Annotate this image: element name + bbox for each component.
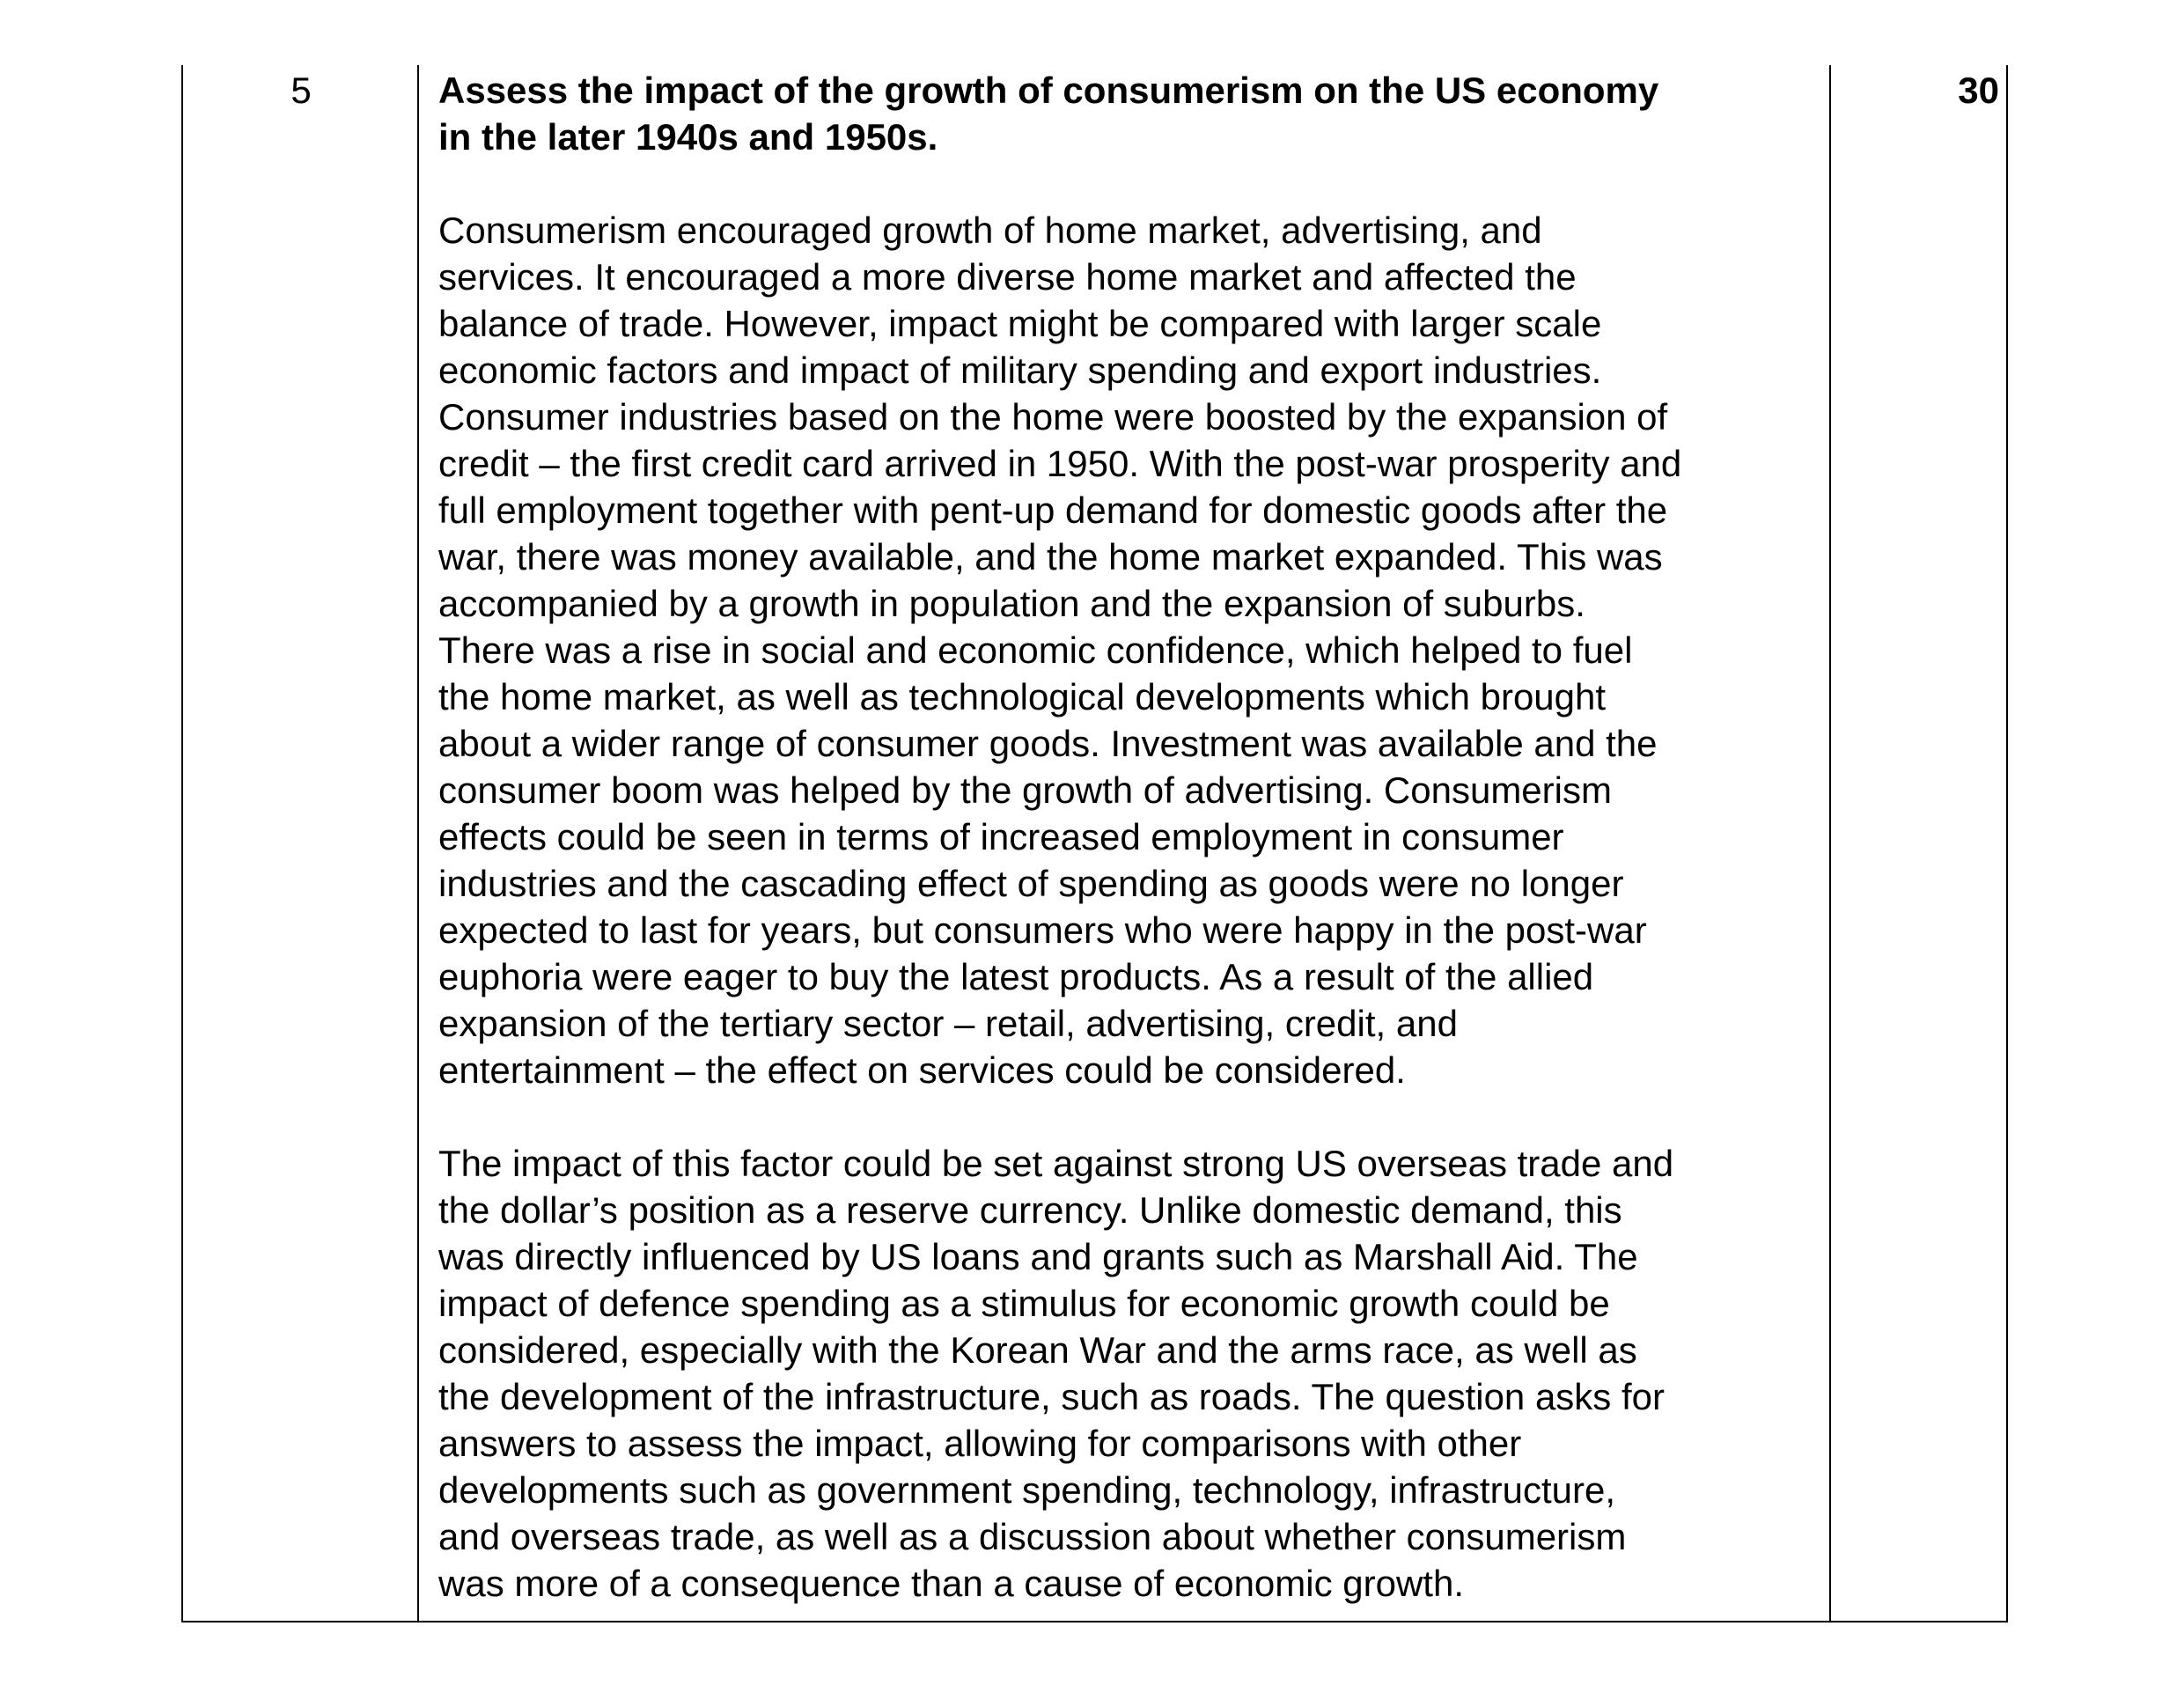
question-title-line: in the later 1940s and 1950s. — [438, 116, 938, 158]
guidance-line: and overseas trade, as well as a discussion about whether consumerism — [438, 1516, 1627, 1557]
guidance-line: effects could be seen in terms of increased employment in consumer — [438, 816, 1564, 857]
guidance-paragraph-counterfactors — [438, 1140, 1813, 1607]
guidance-line: the home market, as well as technological developments which brought — [438, 676, 1607, 717]
guidance-line: industries and the cascading effect of spending as goods were no longer — [438, 863, 1624, 904]
guidance-line: considered, especially with the Korean War and the arms race, as well as — [438, 1329, 1637, 1371]
question-title — [438, 67, 1813, 160]
guidance-paragraph-consumerism — [438, 207, 1813, 1093]
question-marks: 30 — [1958, 70, 1999, 111]
guidance-line: full employment together with pent-up demand for domestic goods after the — [438, 489, 1668, 531]
guidance-line: The impact of this factor could be set against strong US overseas trade and — [438, 1143, 1674, 1184]
guidance-line: expected to last for years, but consumers who were happy in the post-war — [438, 909, 1647, 951]
guidance-line: credit – the first credit card arrived in 1950. With the post-war prosperity and — [438, 443, 1682, 484]
column-divider-right — [1829, 65, 1831, 1621]
guidance-line: impact of defence spending as a stimulus for economic growth could be — [438, 1283, 1610, 1324]
guidance-line: developments such as government spending, technology, infrastructure, — [438, 1469, 1615, 1511]
question-number: 5 — [290, 70, 312, 111]
guidance-line: the development of the infrastructure, such as roads. The question asks for — [438, 1376, 1665, 1417]
guidance-line: expansion of the tertiary sector – retail, advertising, credit, and — [438, 1003, 1458, 1044]
guidance-line: Consumer industries based on the home were boosted by the expansion of — [438, 396, 1668, 438]
guidance-line: services. It encouraged a more diverse home market and affected the — [438, 256, 1577, 298]
guidance-line: was more of a consequence than a cause of economic growth. — [438, 1563, 1465, 1604]
guidance-line: euphoria were eager to buy the latest products. As a result of the allied — [438, 956, 1594, 997]
question-content-cell — [438, 67, 1813, 1607]
guidance-line: the dollar’s position as a reserve currency. Unlike domestic demand, this — [438, 1189, 1622, 1231]
guidance-line: There was a rise in social and economic confidence, which helped to fuel — [438, 629, 1633, 671]
column-divider-left — [417, 65, 419, 1621]
question-title-line: Assess the impact of the growth of consumerism on the US economy — [438, 70, 1659, 111]
guidance-line: entertainment – the effect on services could be considered. — [438, 1049, 1406, 1091]
guidance-line: Consumerism encouraged growth of home market, advertising, and — [438, 210, 1542, 251]
guidance-line: economic factors and impact of military spending and export industries. — [438, 350, 1602, 391]
guidance-line: was directly influenced by US loans and grants such as Marshall Aid. The — [438, 1236, 1638, 1277]
guidance-line: about a wider range of consumer goods. Investment was available and the — [438, 723, 1658, 764]
guidance-line: war, there was money available, and the home market expanded. This was — [438, 536, 1663, 578]
guidance-line: answers to assess the impact, allowing for comparisons with other — [438, 1423, 1522, 1464]
mark-scheme-table — [181, 65, 2008, 1622]
guidance-line: balance of trade. However, impact might be compared with larger scale — [438, 303, 1602, 344]
guidance-line: accompanied by a growth in population and the expansion of suburbs. — [438, 583, 1585, 624]
guidance-line: consumer boom was helped by the growth of advertising. Consumerism — [438, 769, 1612, 811]
